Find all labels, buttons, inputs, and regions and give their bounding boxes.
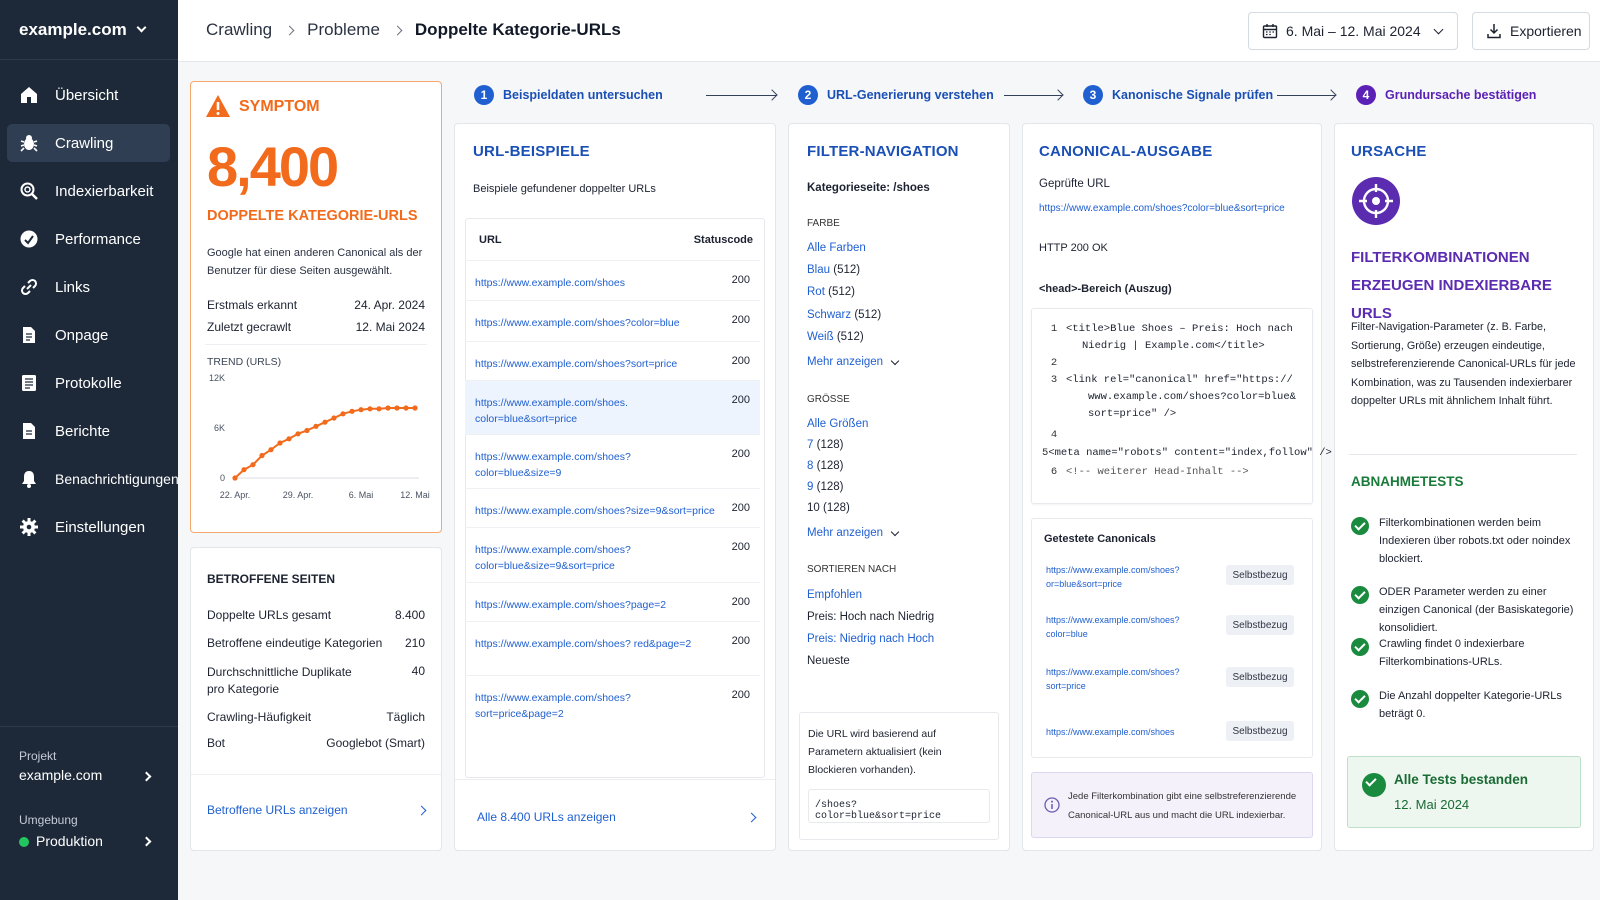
show-more-colors[interactable] — [807, 356, 898, 368]
sidebar-item-onpage[interactable] — [7, 316, 170, 354]
sidebar-item-label: Performance — [55, 230, 141, 248]
trend-point — [367, 406, 372, 411]
line-number: 6 — [1050, 466, 1058, 478]
step-2[interactable] — [798, 85, 994, 105]
filter-option-count: (512) — [854, 309, 882, 321]
filter-option-label: Weiß — [807, 331, 834, 343]
url-cell[interactable]: https://www.example.com/shoes?color=blue — [475, 317, 680, 329]
arrow-right-icon — [1277, 95, 1335, 96]
all-urls-link-label: Alle 8.400 URLs anzeigen — [477, 810, 616, 824]
filter-navigation-card — [788, 123, 1010, 851]
sidebar-item-label: Onpage — [55, 326, 109, 344]
acceptance-test-text: Filterkombinationen werden beim Indexieren über robots.txt oder noindex blockiert. — [1379, 517, 1571, 565]
search-icon — [19, 181, 39, 201]
trend-point — [385, 405, 390, 410]
trend-point — [376, 406, 381, 411]
affected-pages-card — [190, 547, 442, 851]
sidebar-footer — [0, 726, 178, 849]
sidebar-item-label: Benachrichtigungen — [55, 471, 179, 487]
step-4[interactable] — [1356, 85, 1536, 105]
filter-option-label: Rot — [807, 286, 825, 298]
table-row[interactable] — [465, 380, 760, 434]
url-examples-title: URL-BEISPIELE — [473, 143, 590, 160]
breadcrumb — [206, 0, 621, 60]
affected-row — [207, 736, 425, 750]
table-row[interactable] — [465, 488, 760, 528]
sidebar-item-label: Berichte — [55, 422, 111, 440]
filter-nav-title: FILTER-NAVIGATION — [807, 143, 959, 160]
canonical-title: CANONICAL-AUSGABE — [1039, 143, 1213, 160]
info-icon — [1044, 797, 1060, 818]
acceptance-test-text: Crawling findet 0 indexierbare Filterkombinations-URLs. — [1379, 638, 1525, 668]
url-cell[interactable]: https://www.example.com/shoes? red&page=2 — [475, 638, 692, 650]
filter-option-label: Schwarz — [807, 309, 852, 321]
sidebar-item-label: Protokolle — [55, 374, 122, 392]
step-number: 3 — [1083, 85, 1103, 105]
acceptance-test-text: ODER Parameter werden zu einer einzigen Canonical (der Basiskategorie) konsolidiert. — [1379, 586, 1574, 634]
sidebar-item-label: Einstellungen — [55, 518, 146, 536]
sidebar-item-overview[interactable] — [7, 76, 170, 114]
chevron-right-icon — [392, 25, 402, 35]
tested-canonical-row — [1032, 719, 1312, 755]
last-crawled-value: 12. Mai 2024 — [355, 320, 425, 334]
chevron-down-icon — [1433, 24, 1443, 34]
sidebar-item-links[interactable] — [7, 268, 170, 306]
sort-option[interactable]: Preis: Niedrig nach Hoch — [807, 633, 935, 645]
target-icon — [1351, 176, 1401, 231]
log-icon — [19, 373, 39, 393]
x-tick-label: 22. Apr. — [219, 490, 251, 500]
show-more-label: Mehr anzeigen — [807, 527, 884, 539]
export-label: Exportieren — [1510, 23, 1582, 39]
trend-point — [403, 405, 408, 410]
affected-row — [207, 710, 425, 724]
status-cell: 200 — [731, 394, 750, 406]
symptom-count: 8,400 — [207, 135, 338, 198]
code-text: www.example.com/shoes?color=blue& — [1088, 391, 1296, 403]
sidebar-item-reports[interactable] — [7, 412, 170, 450]
affected-row-value: 8.400 — [394, 608, 425, 622]
code-line — [1042, 374, 1312, 386]
filter-option-label: 10 — [807, 502, 820, 514]
checked-url-label: Geprüfte URL — [1039, 178, 1110, 190]
download-icon — [1486, 23, 1502, 39]
chevron-right-icon[interactable] — [142, 772, 152, 782]
site-switcher[interactable] — [0, 0, 178, 60]
step-label: Beispieldaten untersuchen — [503, 88, 663, 102]
code-text: <link rel="canonical" href="https:// — [1066, 374, 1293, 386]
acceptance-tests-title: ABNAHMETESTS — [1351, 474, 1464, 489]
date-range-picker[interactable] — [1248, 12, 1458, 50]
url-examples-card — [454, 123, 776, 851]
chevron-right-icon — [285, 25, 295, 35]
tests-passed-box — [1347, 756, 1581, 828]
trend-point — [322, 420, 327, 425]
affected-row-value: 40 — [411, 664, 425, 678]
tested-url[interactable]: https://www.example.com/shoes? sort=price — [1046, 667, 1180, 691]
environment-value[interactable]: Produktion — [36, 833, 103, 849]
url-cell[interactable]: https://www.example.com/shoes?sort=price&page=2 — [475, 692, 631, 720]
url-cell[interactable]: https://www.example.com/shoes?size=9&sort=price — [475, 505, 715, 517]
affected-row-value: 210 — [404, 636, 425, 650]
filter-option[interactable] — [807, 309, 881, 321]
trend-point — [241, 467, 246, 472]
filter-option[interactable] — [807, 460, 843, 472]
affected-urls-link-label: Betroffene URLs anzeigen — [207, 803, 348, 817]
export-button[interactable] — [1472, 12, 1590, 50]
symptom-description: Google hat einen anderen Canonical als der Benutzer für diese Seiten ausgewählt. — [207, 247, 423, 277]
document-icon — [19, 325, 39, 345]
affected-row-label: Doppelte URLs gesamt — [207, 608, 332, 622]
filter-option-label: Blau — [807, 264, 831, 276]
sidebar-item-logs[interactable] — [7, 364, 170, 402]
line-number: 5 — [1042, 447, 1049, 459]
self-reference-badge: Selbstbezug — [1226, 667, 1294, 687]
filter-option-count: (512) — [828, 286, 855, 298]
filter-option-count: (512) — [833, 264, 861, 276]
filter-option-count: (512) — [836, 331, 864, 343]
affected-row-label: Crawling-Häufigkeit — [207, 710, 312, 724]
self-reference-badge: Selbstbezug — [1226, 721, 1294, 741]
y-tick-label: 0 — [219, 473, 225, 483]
chevron-down-icon — [137, 23, 147, 33]
color-heading: FARBE — [807, 218, 840, 229]
filter-option[interactable] — [807, 418, 868, 430]
code-block — [1031, 308, 1332, 504]
table-row[interactable] — [465, 675, 760, 720]
trend-chart — [201, 368, 433, 508]
sidebar-item-settings[interactable] — [7, 508, 170, 546]
status-dot-icon — [19, 837, 29, 847]
code-text: sort=price" /> — [1088, 408, 1177, 420]
sidebar-item-label: Crawling — [55, 134, 114, 152]
show-more-label: Mehr anzeigen — [807, 356, 884, 368]
filter-option-label: 8 — [807, 460, 814, 472]
step-label: Grundursache bestätigen — [1385, 88, 1537, 102]
bell-icon — [19, 469, 39, 489]
status-cell: 200 — [731, 541, 750, 553]
code-line — [1042, 429, 1312, 441]
trend-point — [340, 411, 345, 416]
trend-point — [358, 407, 363, 412]
breadcrumb-item[interactable]: Crawling — [206, 20, 273, 39]
info-box — [1031, 772, 1313, 838]
table-row[interactable] — [465, 300, 760, 340]
size-heading: GRÖSSE — [807, 394, 850, 405]
code-text: Niedrig | Example.com</title> — [1082, 340, 1265, 352]
table-row[interactable] — [465, 527, 760, 581]
url-cell[interactable]: https://www.example.com/shoes — [475, 277, 625, 289]
trend-point — [331, 415, 336, 420]
cause-headline: FILTERKOMBINATIONEN ERZEUGEN INDEXIERBARE URLS — [1351, 249, 1552, 322]
table-row[interactable] — [465, 341, 760, 381]
step-3[interactable] — [1083, 85, 1273, 105]
x-tick-label: 29. Apr. — [282, 490, 314, 500]
trend-point — [304, 428, 309, 433]
arrow-right-icon — [1004, 95, 1062, 96]
check-icon — [1351, 517, 1369, 535]
category-page: Kategorieseite: /shoes — [807, 182, 930, 194]
sidebar-item-label: Übersicht — [55, 86, 119, 104]
sort-heading: SORTIEREN NACH — [807, 564, 897, 575]
line-number — [1042, 340, 1066, 352]
affected-row-label: Betroffene eindeutige Kategorien — [207, 636, 383, 650]
line-number — [1042, 408, 1066, 420]
canonical-output-card — [1022, 123, 1332, 851]
y-tick-label: 12K — [208, 373, 225, 383]
line-number — [1042, 391, 1066, 403]
code-text: <title>Blue Shoes – Preis: Hoch nach — [1066, 323, 1293, 335]
status-cell: 200 — [731, 314, 750, 326]
url-cell[interactable]: https://www.example.com/shoes?page=2 — [475, 599, 667, 611]
page-title: Doppelte Kategorie-URLs — [414, 20, 621, 39]
site-name: example.com — [19, 19, 127, 39]
warning-icon — [205, 94, 231, 123]
trend-point — [394, 405, 399, 410]
step-label: Kanonische Signale prüfen — [1112, 88, 1274, 102]
filter-option[interactable] — [807, 331, 864, 343]
filter-option-count: (128) — [823, 502, 850, 514]
filter-option-count: (128) — [816, 481, 844, 493]
status-cell: 200 — [731, 635, 750, 647]
check-icon — [1351, 586, 1369, 604]
filter-option[interactable] — [807, 481, 843, 493]
trend-point — [286, 436, 291, 441]
chevron-right-icon — [747, 812, 757, 822]
chevron-down-icon — [891, 527, 899, 535]
status-cell: 200 — [731, 596, 750, 608]
step-number: 1 — [474, 85, 494, 105]
line-number: 3 — [1050, 374, 1058, 386]
tested-title: Getestete Canonicals — [1044, 533, 1156, 545]
sidebar-item-indexability[interactable] — [7, 172, 170, 210]
affected-row-value: Googlebot (Smart) — [326, 736, 425, 750]
table-row[interactable] — [465, 621, 760, 675]
code-text: <meta name="robots" content="index,follow" /> — [1048, 447, 1332, 459]
show-more-sizes[interactable] — [807, 527, 898, 539]
sort-option[interactable]: Neueste — [807, 655, 850, 667]
checked-url[interactable]: https://www.example.com/shoes?color=blue&sort=price — [1039, 203, 1285, 214]
filter-option-label: Alle Farben — [807, 242, 866, 254]
first-seen-row — [207, 298, 425, 312]
filter-option-label: Alle Größen — [807, 418, 869, 430]
tested-canonical-row — [1032, 665, 1312, 701]
trend-point — [295, 431, 300, 436]
tested-url[interactable]: https://www.example.com/shoes — [1046, 727, 1175, 737]
head-section-label: <head>-Bereich (Auszug) — [1039, 283, 1172, 295]
sidebar-item-label: Links — [55, 278, 91, 296]
environment-label: Umgebung — [19, 813, 78, 827]
code-line — [1042, 466, 1312, 478]
acceptance-test-text: Die Anzahl doppelter Kategorie-URLs beträgt 0. — [1379, 690, 1562, 720]
first-seen-value: 24. Apr. 2024 — [354, 298, 425, 312]
cause-text: Filter-Navigation-Parameter (z. B. Farbe, Sortierung, Größe) erzeugen eindeutige, selbstreferenzierende Canonical-URLs für jede Kombination, was zu Tausenden indexierbarer doppelter URLs mit ähnlichem Inhalt führt. — [1351, 321, 1576, 407]
example-url: /shoes?color=blue&sort=price — [815, 800, 942, 822]
filter-option[interactable] — [807, 502, 850, 514]
column-header-url: URL — [479, 234, 502, 246]
code-text: <!-- weiterer Head-Inhalt --> — [1066, 466, 1249, 478]
url-cell[interactable]: https://www.example.com/shoes. color=blue&sort=price — [475, 397, 628, 425]
check-icon — [1362, 773, 1386, 797]
line-number: 4 — [1050, 429, 1058, 441]
status-cell: 200 — [731, 502, 750, 514]
filter-option-label: 9 — [807, 481, 814, 493]
line-number: 2 — [1050, 357, 1058, 369]
affected-row-label: Durchschnittliche Duplikate pro Kategorie — [207, 665, 352, 696]
trend-point — [412, 405, 417, 410]
table-row[interactable] — [465, 260, 760, 300]
tested-url[interactable]: https://www.example.com/shoes? or=blue&sort=price — [1046, 565, 1180, 589]
gear-icon — [19, 517, 39, 537]
check-icon — [1351, 638, 1369, 656]
table-row[interactable] — [465, 434, 760, 488]
trend-point — [349, 409, 354, 414]
url-cell[interactable]: https://www.example.com/shoes? color=blue&size=9 — [475, 451, 631, 479]
home-icon — [19, 85, 39, 105]
x-tick-label: 12. Mai — [400, 490, 430, 500]
step-label: URL-Generierung verstehen — [827, 88, 994, 102]
filter-option[interactable] — [807, 439, 843, 451]
symptom-label: SYMPTOM — [239, 98, 320, 115]
gauge-icon — [19, 229, 39, 249]
affected-row — [207, 664, 425, 698]
chevron-down-icon — [891, 356, 899, 364]
cause-title: URSACHE — [1351, 143, 1427, 160]
trend-point — [277, 440, 282, 445]
arrow-right-icon — [706, 95, 776, 96]
self-reference-badge: Selbstbezug — [1226, 565, 1294, 585]
url-update-note — [799, 712, 999, 840]
calendar-icon — [1262, 23, 1278, 39]
status-cell: 200 — [731, 689, 750, 701]
code-line — [1042, 408, 1312, 420]
step-number: 4 — [1356, 85, 1376, 105]
y-tick-label: 6K — [213, 423, 225, 433]
code-line — [1042, 391, 1312, 403]
first-seen-label: Erstmals erkannt — [207, 298, 298, 312]
step-number: 2 — [798, 85, 818, 105]
info-text: Jede Filterkombination gibt eine selbstreferenzierende Canonical-URL aus und macht die URL indexierbar. — [1068, 791, 1297, 821]
project-value[interactable]: example.com — [19, 767, 103, 783]
affected-row — [207, 636, 425, 650]
tested-canonical-row — [1032, 563, 1312, 599]
self-reference-badge: Selbstbezug — [1226, 615, 1294, 635]
last-crawled-label: Zuletzt gecrawlt — [207, 320, 292, 334]
filter-option[interactable] — [807, 264, 860, 276]
sidebar-item-label: Indexierbarkeit — [55, 182, 154, 200]
project-label: Projekt — [19, 749, 57, 763]
last-crawled-row — [207, 320, 425, 334]
affected-row-value: Täglich — [386, 710, 425, 724]
date-range-value: 6. Mai – 12. Mai 2024 — [1286, 23, 1421, 39]
http-status: HTTP 200 OK — [1039, 242, 1108, 254]
filter-option-label: 7 — [807, 439, 814, 451]
tests-passed-label: Alle Tests bestanden — [1394, 772, 1529, 787]
step-1[interactable] — [474, 85, 663, 105]
cause-card — [1334, 123, 1594, 851]
affected-urls-link[interactable] — [207, 803, 425, 817]
tested-canonicals — [1031, 518, 1313, 758]
symptom-card — [190, 81, 442, 533]
sidebar-item-performance[interactable] — [7, 220, 170, 258]
tested-canonical-row — [1032, 613, 1312, 649]
filter-option[interactable] — [807, 242, 866, 254]
trend-point — [268, 447, 273, 452]
sidebar-item-notifications[interactable] — [7, 460, 179, 498]
code-line — [1042, 447, 1332, 459]
trend-point — [250, 462, 255, 467]
sidebar-item-crawling[interactable] — [7, 124, 170, 162]
affected-row — [207, 608, 425, 622]
symptom-title: DOPPELTE KATEGORIE-URLS — [207, 208, 418, 224]
bug-icon — [19, 133, 39, 153]
filter-option[interactable] — [807, 286, 855, 298]
tests-passed-date: 12. Mai 2024 — [1394, 797, 1470, 812]
chevron-right-icon[interactable] — [142, 837, 152, 847]
sort-option[interactable]: Preis: Hoch nach Niedrig — [807, 611, 935, 623]
filter-option-count: (128) — [816, 439, 844, 451]
tested-url[interactable]: https://www.example.com/shoes? color=blue — [1046, 615, 1180, 639]
url-cell[interactable]: https://www.example.com/shoes? color=blue&size=9&sort=price — [475, 544, 631, 572]
filter-option-count: (128) — [816, 460, 844, 472]
table-row[interactable] — [465, 582, 760, 622]
affected-title: BETROFFENE SEITEN — [207, 572, 336, 586]
status-cell: 200 — [731, 448, 750, 460]
line-number: 1 — [1050, 323, 1058, 335]
trend-point — [259, 453, 264, 458]
check-icon — [1351, 690, 1369, 708]
status-cell: 200 — [731, 355, 750, 367]
url-cell[interactable]: https://www.example.com/shoes?sort=price — [475, 358, 678, 370]
url-examples-subtitle: Beispiele gefundener doppelter URLs — [473, 183, 656, 195]
trend-point — [313, 424, 318, 429]
link-icon — [19, 277, 39, 297]
code-line — [1042, 340, 1312, 352]
report-icon — [19, 421, 39, 441]
trend-label: TREND (URLS) — [207, 356, 282, 368]
code-line — [1042, 323, 1312, 335]
note-text: Die URL wird basierend auf Parametern aktualisiert (kein Blockieren vorhanden). — [808, 728, 942, 776]
trend-point — [232, 475, 237, 480]
top-bar — [178, 0, 1600, 62]
affected-row-label: Bot — [207, 736, 226, 750]
url-table-header — [479, 234, 753, 246]
breadcrumb-item[interactable]: Probleme — [307, 20, 380, 39]
example-url-code — [808, 789, 990, 823]
status-cell: 200 — [731, 274, 750, 286]
sort-option[interactable]: Empfohlen — [807, 589, 862, 601]
sidebar — [0, 0, 178, 900]
x-tick-label: 6. Mai — [348, 490, 374, 500]
all-urls-link[interactable] — [477, 810, 755, 824]
column-header-status: Statuscode — [693, 234, 753, 246]
code-line — [1042, 357, 1312, 369]
trend-line — [235, 408, 415, 478]
chevron-right-icon — [417, 805, 427, 815]
